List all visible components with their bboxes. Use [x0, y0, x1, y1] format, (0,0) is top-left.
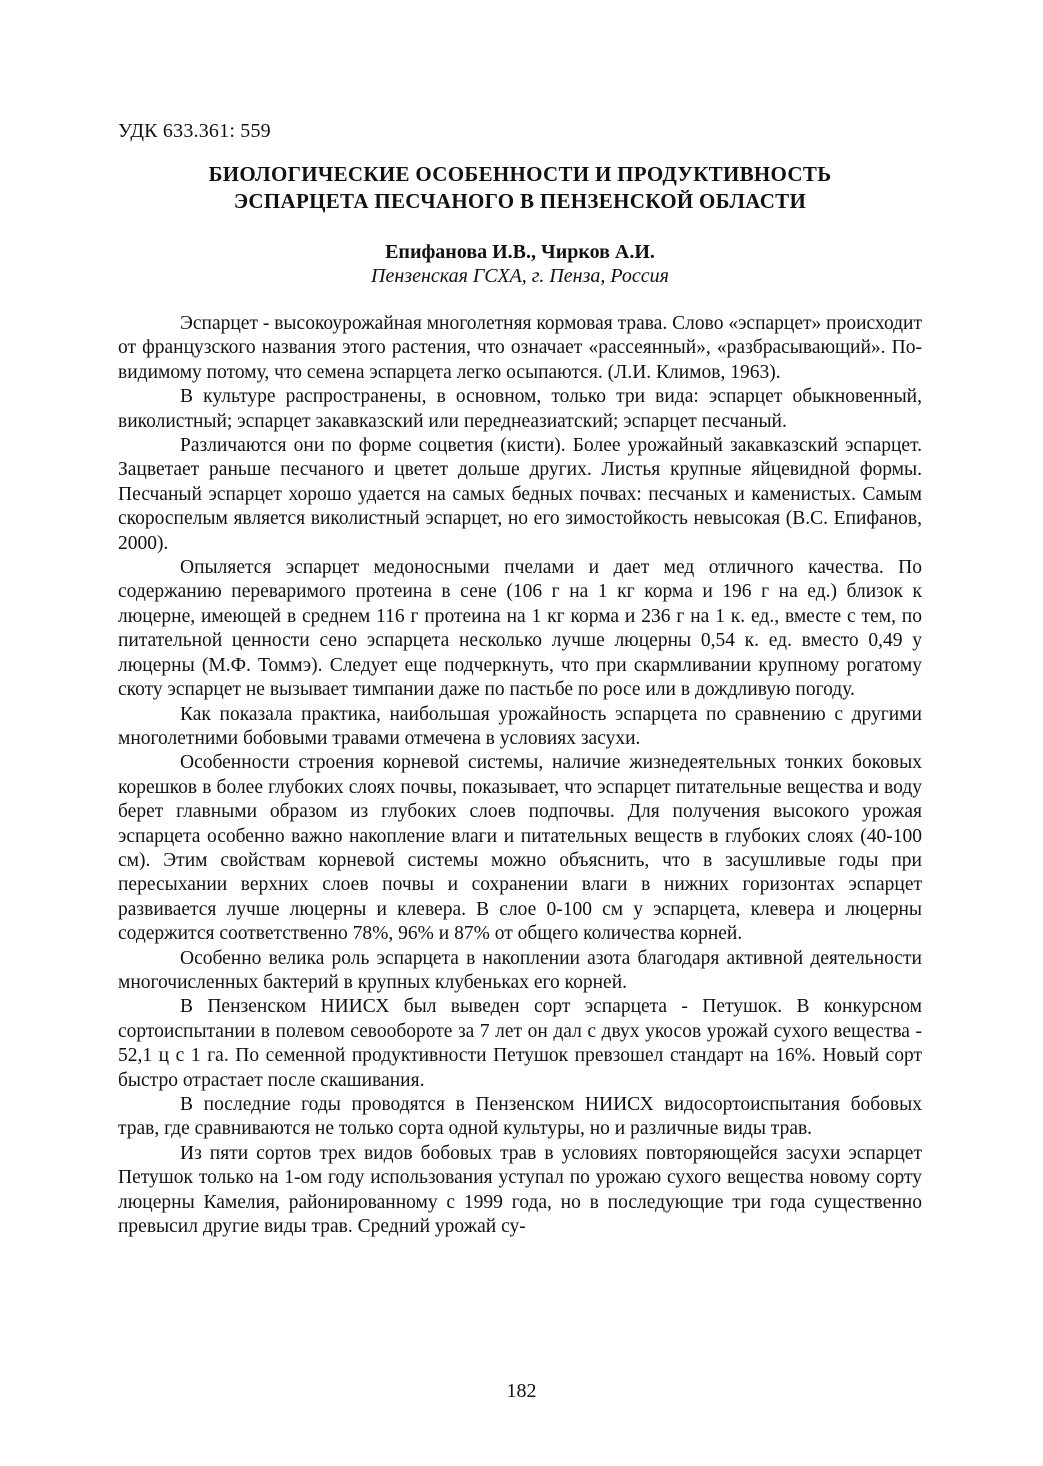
paragraph: Особенности строения корневой системы, наличие жизнедеятельных тонких боковых корешков в более глубоких слоях почвы, показывает, что эспарцет питательные вещества и воду берет главными образом из глубоких слоев подпочвы. Для получения высокого урожая эспарцета особенно важно накопление влаги и питательных веществ в глубоких слоях (40-100 см). Этим свойствам корневой системы можно объяснить, что в засушливые годы при пересыхании верхних слоев почвы и сохранении влаги в нижних горизонтах эспарцет развивается лучше люцерны и клевера. В слое 0-100 см у эспарцета, клевера и люцерны содержится соответственно 78%, 96% и 87% от общего количества корней.: [118, 752, 922, 945]
paragraph: Различаются они по форме соцветия (кисти). Более урожайный закавказский эспарцет. Зацветает раньше песчаного и цветет дольше других. Листья крупные яйцевидной формы. Песчаный эспарцет хорошо удается на самых бедных почвах: песчаных и каменистых. Самым скороспелым является виколистный эспарцет, но его зимостойкость невысокая (В.С. Епифанов, 2000).: [118, 435, 922, 554]
page-number: 182: [506, 1380, 537, 1402]
paragraph: Как показала практика, наибольшая урожайность эспарцета по сравнению с другими многолетними бобовыми травами отмечена в условиях засухи.: [118, 703, 922, 749]
affiliation: Пензенская ГСХА, г. Пенза, Россия: [371, 265, 669, 287]
authors: Епифанова И.В., Чирков А.И.: [385, 241, 655, 263]
document-page: [118, 118, 922, 1239]
article-title: [118, 161, 922, 215]
paragraph: В Пензенском НИИСХ был выведен сорт эспарцета - Петушок. В конкурсном сортоиспытании в полевом севообороте за 7 лет он дал с двух укосов урожай сухого вещества - 52,1 ц с 1 га. По семенной продуктивности Петушок превзошел стандарт на 16%. Новый сорт быстро отрастает после скашивания.: [118, 996, 922, 1091]
paragraph: Опыляется эспарцет медоносными пчелами и дает мед отличного качества. По содержанию переваримого протеина в сене (106 г на 1 кг корма и 196 г на ед.) близок к люцерне, имеющей в среднем 116 г протеина на 1 кг корма и 236 г на 1 к. ед., вместе с тем, по питательной ценности сено эспарцета несколько лучше люцерны 0,54 к. ед. вместо 0,49 у люцерны (М.Ф. Томмэ). Следует еще подчеркнуть, что при скармливании крупному рогатому скоту эспарцет не вызывает тимпании даже по пастьбе по росе или в дождливую погоду.: [118, 557, 922, 701]
udk-code: УДК 633.361: 559: [118, 120, 271, 142]
title-line-2: ЭСПАРЦЕТА ПЕСЧАНОГО В ПЕНЗЕНСКОЙ ОБЛАСТИ: [233, 189, 807, 213]
paragraph: Эспарцет - высокоурожайная многолетняя кормовая трава. Слово «эспарцет» происходит от французского названия этого растения, что означает «рассеянный», «разбрасывающий». По-видимому потому, что семена эспарцета легко осыпаются. (Л.И. Климов, 1963).: [118, 313, 923, 383]
paragraph: Особенно велика роль эспарцета в накоплении азота благодаря активной деятельности многочисленных бактерий в крупных клубеньках его корней.: [118, 947, 922, 993]
paragraph: В последние годы проводятся в Пензенском НИИСХ видосортоиспытания бобовых трав, где сравниваются не только сорта одной культуры, но и различные виды трав.: [118, 1094, 922, 1140]
article-body: [118, 312, 922, 1239]
title-line-1: БИОЛОГИЧЕСКИЕ ОСОБЕННОСТИ И ПРОДУКТИВНОСТЬ: [208, 162, 832, 186]
paragraph: В культуре распространены, в основном, только три вида: эспарцет обыкновенный, виколистный; эспарцет закавказский или переднеазиатский; эспарцет песчаный.: [118, 386, 922, 432]
paragraph: Из пяти сортов трех видов бобовых трав в условиях повторяющейся засухи эспарцет Петушок только на 1-ом году использования уступал по урожаю сухого вещества новому сорту люцерны Камелия, районированному с 1999 года, но в последующие три года существенно превысил другие виды трав. Средний урожай су-: [118, 1142, 922, 1238]
